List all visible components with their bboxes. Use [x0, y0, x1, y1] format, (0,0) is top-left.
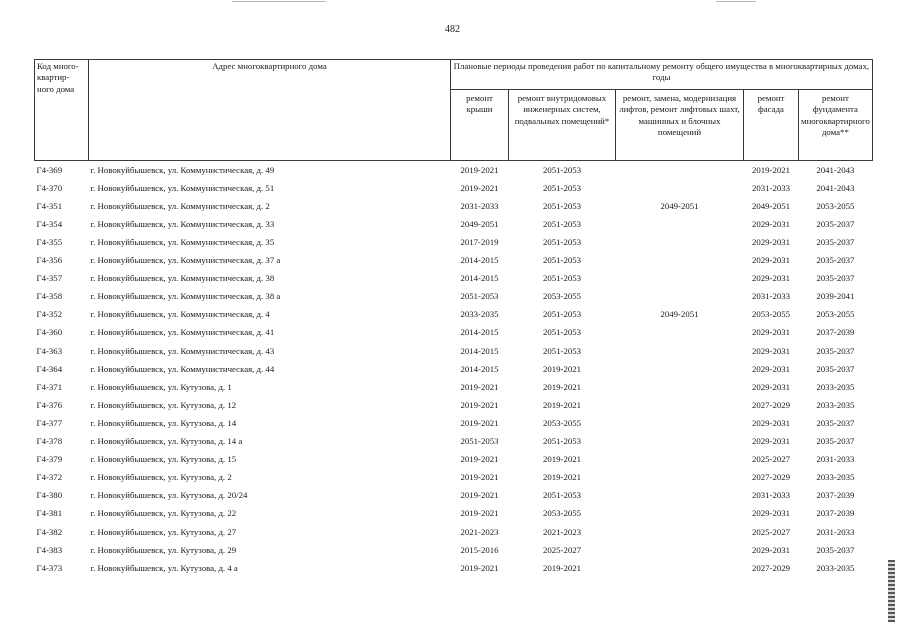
cell-address: г. Новокуйбышевск, ул. Коммунистическая, д. 49 [89, 161, 451, 180]
cell-systems: 2051-2053 [542, 273, 582, 284]
cell-systems: 2019-2021 [542, 363, 582, 374]
cell-lifts [616, 324, 744, 342]
cell-lifts [616, 505, 744, 523]
column-header-foundation: ремонт фундамента многоквартирного дома** [799, 90, 873, 161]
cell-code: Г4-383 [36, 544, 63, 555]
cell-address: г. Новокуйбышевск, ул. Коммунистическая, д. 51 [90, 182, 275, 193]
cell-roof: 2019-2021 [460, 454, 499, 465]
cell-code: Г4-377 [36, 417, 63, 428]
cell-code: Г4-379 [36, 454, 63, 465]
cell-foundation: 2041-2043 [816, 182, 855, 193]
cell-facade: 2031-2033 [751, 182, 791, 193]
cell-roof: 2019-2021 [460, 472, 499, 483]
cell-code: Г4-372 [36, 472, 63, 483]
column-header-code: Код много-квартир-ного дома [35, 60, 89, 161]
cell-address: г. Новокуйбышевск, ул. Кутузова, д. 4 а [90, 562, 238, 573]
column-header-lifts: ремонт, замена, модернизация лифтов, ремонт лифтовых шахт, машинных и блочных помещений [616, 90, 744, 161]
cell-roof: 2019-2021 [460, 490, 499, 501]
cell-code: Г4-351 [36, 200, 63, 211]
cell-address: г. Новокуйбышевск, ул. Кутузова, д. 29 [90, 544, 237, 555]
table-row [35, 233, 873, 251]
cell-facade: 2049-2051 [751, 200, 791, 211]
cell-lifts: 2049-2051 [660, 200, 699, 211]
cell-address: г. Новокуйбышевск, ул. Кутузова, д. 2 [90, 472, 232, 483]
table-row [35, 451, 873, 469]
table-row [35, 251, 873, 269]
table-row [35, 432, 873, 450]
cell-roof: 2049-2051 [460, 218, 499, 229]
cell-address: г. Новокуйбышевск, ул. Коммунистическая, д. 35 [90, 237, 275, 248]
cell-address: г. Новокуйбышевск, ул. Коммунистическая, д. 41 [90, 327, 275, 338]
cell-roof: 2019-2021 [460, 508, 499, 519]
cell-roof: 2051-2053 [460, 436, 499, 447]
cell-lifts [616, 451, 744, 469]
cell-facade: 2029-2031 [751, 345, 791, 356]
cell-address: г. Новокуйбышевск, ул. Кутузова, д. 22 [90, 508, 237, 519]
cell-roof: 2014-2015 [460, 345, 499, 356]
cell-lifts [616, 251, 744, 269]
cell-address: г. Новокуйбышевск, ул. Коммунистическая, д. 33 [90, 218, 275, 229]
cell-roof: 2017-2019 [460, 237, 499, 248]
cell-foundation: 2037-2039 [816, 490, 855, 501]
cell-lifts [616, 360, 744, 378]
table-row [35, 378, 873, 396]
cell-facade: 2025-2027 [751, 454, 791, 465]
cell-code: Г4-382 [36, 526, 63, 537]
scan-edge-mark [888, 560, 895, 622]
cell-address: г. Новокуйбышевск, ул. Коммунистическая, д. 2 [90, 200, 270, 211]
cell-code: Г4-357 [36, 273, 63, 284]
cell-lifts [616, 179, 744, 197]
column-header-address: Адрес многоквартирного дома [89, 60, 451, 161]
table-row [35, 396, 873, 414]
cell-foundation: 2033-2035 [816, 562, 855, 573]
cell-address: г. Новокуйбышевск, ул. Кутузова, д. 27 [90, 526, 237, 537]
cell-address: г. Новокуйбышевск, ул. Коммунистическая, д. 38 а [90, 291, 281, 302]
cell-facade: 2029-2031 [751, 273, 791, 284]
cell-foundation: 2037-2039 [816, 327, 855, 338]
table-row [35, 487, 873, 505]
cell-lifts [616, 342, 744, 360]
cell-lifts [616, 215, 744, 233]
cell-systems: 2051-2053 [509, 161, 616, 180]
cell-roof: 2019-2021 [460, 417, 499, 428]
scan-artifact-line [716, 1, 756, 2]
cell-foundation: 2035-2037 [816, 218, 855, 229]
cell-foundation: 2039-2041 [816, 291, 855, 302]
cell-facade: 2053-2055 [751, 309, 791, 320]
cell-code: Г4-364 [36, 363, 63, 374]
table-row [35, 559, 873, 577]
cell-lifts [616, 469, 744, 487]
cell-lifts: 2049-2051 [660, 309, 699, 320]
cell-facade: 2025-2027 [751, 526, 791, 537]
cell-address: г. Новокуйбышевск, ул. Кутузова, д. 20/24 [90, 490, 248, 501]
cell-facade: 2029-2031 [751, 381, 791, 392]
table-body [35, 161, 873, 578]
cell-systems: 2051-2053 [542, 200, 582, 211]
cell-code: Г4-358 [36, 291, 63, 302]
cell-code: Г4-355 [36, 237, 63, 248]
cell-facade: 2029-2031 [751, 237, 791, 248]
cell-foundation: 2035-2037 [816, 237, 855, 248]
cell-facade: 2029-2031 [751, 255, 791, 266]
cell-code: Г4-376 [36, 399, 63, 410]
table-header [35, 60, 873, 161]
cell-systems: 2019-2021 [542, 381, 582, 392]
cell-lifts [616, 414, 744, 432]
cell-foundation: 2033-2035 [816, 472, 855, 483]
cell-roof: 2019-2021 [460, 182, 499, 193]
cell-foundation: 2035-2037 [816, 345, 855, 356]
cell-facade: 2029-2031 [751, 508, 791, 519]
cell-roof: 2014-2015 [460, 255, 499, 266]
page-number: 482 [445, 24, 460, 35]
cell-roof: 2021-2023 [460, 526, 499, 537]
cell-roof: 2031-2033 [460, 200, 499, 211]
table-row [35, 288, 873, 306]
cell-roof: 2019-2021 [460, 562, 499, 573]
cell-facade: 2029-2031 [751, 218, 791, 229]
cell-roof: 2019-2021 [460, 381, 499, 392]
column-header-roof: ремонт крыши [451, 90, 509, 161]
cell-lifts [616, 233, 744, 251]
table-row [35, 360, 873, 378]
cell-code: Г4-352 [36, 309, 63, 320]
table-row [35, 541, 873, 559]
cell-foundation: 2035-2037 [816, 363, 855, 374]
cell-foundation: 2041-2043 [799, 161, 873, 180]
cell-systems: 2053-2055 [542, 417, 582, 428]
cell-code: Г4-371 [36, 381, 63, 392]
cell-foundation: 2031-2033 [816, 454, 855, 465]
cell-code: Г4-369 [35, 161, 89, 180]
cell-foundation: 2053-2055 [816, 200, 855, 211]
table-row [35, 523, 873, 541]
cell-lifts [616, 541, 744, 559]
cell-foundation: 2035-2037 [816, 436, 855, 447]
cell-facade: 2029-2031 [751, 417, 791, 428]
cell-lifts [616, 487, 744, 505]
column-header-facade: ремонт фасада [744, 90, 799, 161]
cell-foundation: 2037-2039 [816, 508, 855, 519]
cell-facade: 2027-2029 [751, 562, 791, 573]
column-header-systems: ремонт внутридомовых инженерных систем, подвальных помещений* [509, 90, 616, 161]
cell-address: г. Новокуйбышевск, ул. Коммунистическая, д. 44 [90, 363, 275, 374]
cell-code: Г4-363 [36, 345, 63, 356]
cell-foundation: 2053-2055 [816, 309, 855, 320]
cell-roof: 2019-2021 [460, 399, 499, 410]
cell-systems: 2019-2021 [542, 399, 582, 410]
cell-code: Г4-370 [36, 182, 63, 193]
cell-facade: 2019-2021 [744, 161, 799, 180]
cell-facade: 2029-2031 [751, 363, 791, 374]
cell-code: Г4-380 [36, 490, 63, 501]
cell-address: г. Новокуйбышевск, ул. Коммунистическая, д. 37 а [90, 255, 281, 266]
table-row [35, 215, 873, 233]
cell-roof: 2051-2053 [460, 291, 499, 302]
cell-systems: 2019-2021 [542, 454, 582, 465]
cell-foundation: 2035-2037 [816, 417, 855, 428]
table-row [35, 324, 873, 342]
cell-facade: 2027-2029 [751, 472, 791, 483]
cell-foundation: 2031-2033 [816, 526, 855, 537]
cell-facade: 2029-2031 [751, 327, 791, 338]
cell-lifts [616, 559, 744, 577]
cell-lifts [616, 288, 744, 306]
cell-address: г. Новокуйбышевск, ул. Коммунистическая, д. 38 [90, 273, 275, 284]
cell-code: Г4-356 [36, 255, 63, 266]
table-row [35, 161, 873, 180]
cell-lifts [616, 378, 744, 396]
cell-foundation: 2035-2037 [816, 544, 855, 555]
cell-roof: 2033-2035 [460, 309, 499, 320]
cell-systems: 2051-2053 [542, 218, 582, 229]
cell-systems: 2051-2053 [542, 237, 582, 248]
table-row [35, 270, 873, 288]
cell-facade: 2027-2029 [751, 399, 791, 410]
cell-systems: 2051-2053 [542, 182, 582, 193]
cell-systems: 2019-2021 [542, 472, 582, 483]
cell-foundation: 2033-2035 [816, 381, 855, 392]
cell-address: г. Новокуйбышевск, ул. Кутузова, д. 14 [90, 417, 237, 428]
cell-facade: 2031-2033 [751, 291, 791, 302]
cell-facade: 2029-2031 [751, 544, 791, 555]
cell-systems: 2051-2053 [542, 309, 582, 320]
cell-systems: 2051-2053 [542, 255, 582, 266]
cell-address: г. Новокуйбышевск, ул. Коммунистическая, д. 43 [90, 345, 275, 356]
cell-lifts [616, 523, 744, 541]
cell-lifts [616, 396, 744, 414]
table-row [35, 469, 873, 487]
cell-systems: 2053-2055 [542, 508, 582, 519]
table-row [35, 414, 873, 432]
cell-systems: 2053-2055 [542, 291, 582, 302]
table-row [35, 306, 873, 324]
cell-code: Г4-360 [36, 327, 63, 338]
cell-lifts [616, 161, 744, 180]
scan-artifact-line [232, 1, 326, 2]
cell-address: г. Новокуйбышевск, ул. Кутузова, д. 12 [90, 399, 237, 410]
cell-code: Г4-373 [36, 562, 63, 573]
table-row [35, 179, 873, 197]
cell-systems: 2021-2023 [542, 526, 582, 537]
cell-address: г. Новокуйбышевск, ул. Кутузова, д. 1 [90, 381, 232, 392]
cell-systems: 2051-2053 [542, 345, 582, 356]
cell-systems: 2051-2053 [542, 327, 582, 338]
cell-lifts [616, 432, 744, 450]
table-row [35, 505, 873, 523]
cell-roof: 2014-2015 [460, 363, 499, 374]
cell-systems: 2019-2021 [542, 562, 582, 573]
cell-foundation: 2033-2035 [816, 399, 855, 410]
cell-code: Г4-378 [36, 436, 63, 447]
cell-address: г. Новокуйбышевск, ул. Кутузова, д. 15 [90, 454, 237, 465]
cell-systems: 2051-2053 [542, 436, 582, 447]
cell-facade: 2029-2031 [751, 436, 791, 447]
cell-roof: 2015-2016 [460, 544, 499, 555]
cell-foundation: 2035-2037 [816, 273, 855, 284]
cell-systems: 2051-2053 [542, 490, 582, 501]
cell-roof: 2019-2021 [451, 161, 509, 180]
cell-code: Г4-381 [36, 508, 63, 519]
capital-repair-schedule-table [34, 59, 873, 577]
cell-code: Г4-354 [36, 218, 63, 229]
table-row [35, 197, 873, 215]
cell-facade: 2031-2033 [751, 490, 791, 501]
cell-roof: 2014-2015 [460, 273, 499, 284]
cell-foundation: 2035-2037 [816, 255, 855, 266]
cell-roof: 2014-2015 [460, 327, 499, 338]
cell-systems: 2025-2027 [542, 544, 582, 555]
column-header-periods: Плановые периоды проведения работ по капитальному ремонту общего имущества в многоквартирных домах, годы [451, 60, 873, 90]
cell-address: г. Новокуйбышевск, ул. Кутузова, д. 14 а [90, 436, 243, 447]
table-row [35, 342, 873, 360]
cell-lifts [616, 270, 744, 288]
cell-address: г. Новокуйбышевск, ул. Коммунистическая, д. 4 [90, 309, 270, 320]
